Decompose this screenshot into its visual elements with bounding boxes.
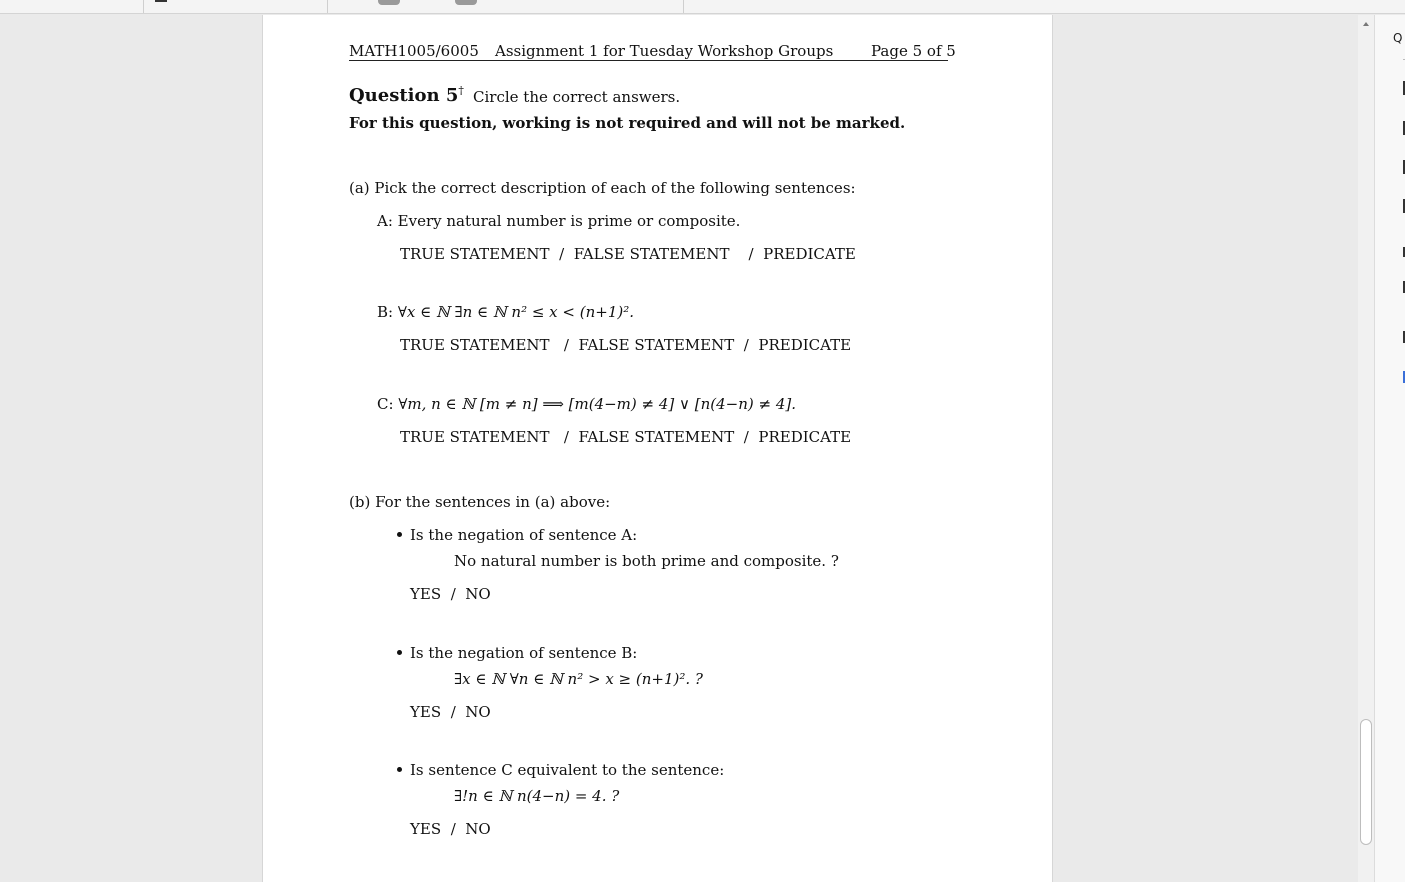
sentence-c [377, 395, 796, 413]
option-slash: / [450, 703, 456, 721]
item-question: Is sentence C equivalent to the sentence: [410, 761, 725, 779]
option-yes[interactable]: YES [410, 585, 442, 603]
toolbar-button-icon[interactable] [378, 0, 400, 5]
toolbar-button-icon[interactable] [455, 0, 477, 5]
vertical-scrollbar[interactable] [1358, 15, 1374, 882]
option-false[interactable]: FALSE STATEMENT [578, 336, 735, 354]
item-question: Is the negation of sentence B: [410, 644, 638, 662]
option-slash: / [559, 245, 565, 263]
option-predicate[interactable]: PREDICATE [758, 428, 852, 446]
option-slash: / [450, 820, 456, 838]
option-slash: / [450, 585, 456, 603]
part-a-intro: (a) Pick the correct description of each of the following sentences: [349, 179, 856, 197]
item-statement: No natural number is both prime and composite. ? [454, 552, 839, 570]
option-false[interactable]: FALSE STATEMENT [573, 245, 730, 263]
option-true[interactable]: TRUE STATEMENT [400, 428, 550, 446]
sentence-text: Every natural number is prime or composite. [397, 212, 741, 230]
header-rule [349, 60, 948, 61]
toolbar [0, 0, 1405, 14]
option-slash: / [743, 428, 749, 446]
toolbar-separator [143, 0, 144, 13]
question-note: For this question, working is not required and will not be marked. [349, 114, 906, 132]
bullet-icon [397, 532, 402, 537]
list-item-b3 [397, 761, 724, 779]
header-assignment: Assignment 1 for Tuesday Workshop Groups [495, 42, 834, 60]
sentence-b [377, 303, 634, 321]
scroll-up-icon[interactable] [1363, 22, 1369, 26]
option-yes[interactable]: YES [410, 820, 442, 838]
option-no[interactable]: NO [465, 820, 491, 838]
document-viewer[interactable] [0, 15, 1358, 882]
item-question: Is the negation of sentence A: [410, 526, 638, 544]
header-page-number: Page 5 of 5 [871, 42, 956, 60]
side-panel-label: Q [1393, 31, 1403, 45]
toolbar-separator [327, 0, 328, 13]
bullet-icon [397, 767, 402, 772]
header-course: MATH1005/6005 [349, 42, 479, 60]
toolbar-separator [683, 0, 684, 13]
dagger-mark: † [458, 84, 464, 97]
yes-no-b3 [410, 820, 491, 838]
option-predicate[interactable]: PREDICATE [763, 245, 856, 263]
sentence-label: A: [377, 212, 393, 230]
option-true[interactable]: TRUE STATEMENT [400, 336, 550, 354]
minimize-icon[interactable] [155, 0, 167, 2]
sentence-text: ∀x ∈ ℕ ∃n ∈ ℕ n² ≤ x < (n+1)². [397, 303, 635, 321]
side-panel [1374, 15, 1405, 882]
options-c [400, 428, 851, 446]
options-a [400, 245, 856, 263]
option-slash: / [563, 336, 569, 354]
question-title [349, 84, 464, 106]
list-item-b1 [397, 526, 637, 544]
scrollbar-thumb[interactable] [1360, 719, 1372, 845]
question-instruction: Circle the correct answers. [473, 88, 681, 106]
option-yes[interactable]: YES [410, 703, 442, 721]
option-slash: / [743, 336, 749, 354]
sentence-text: ∀m, n ∈ ℕ [m ≠ n] ⟹ [m(4−m) ≠ 4] ∨ [n(4−n) ≠ 4]. [398, 395, 797, 413]
option-predicate[interactable]: PREDICATE [758, 336, 852, 354]
pdf-page [262, 15, 1053, 882]
question-title-text: Question 5 [349, 85, 459, 106]
yes-no-b2 [410, 703, 491, 721]
option-no[interactable]: NO [465, 703, 491, 721]
bullet-icon [397, 650, 402, 655]
option-slash: / [563, 428, 569, 446]
option-slash: / [748, 245, 754, 263]
options-b [400, 336, 851, 354]
option-false[interactable]: FALSE STATEMENT [578, 428, 735, 446]
part-b-intro: (b) For the sentences in (a) above: [349, 493, 611, 511]
sentence-label: B: [377, 303, 394, 321]
yes-no-b1 [410, 585, 491, 603]
item-statement: ∃!n ∈ ℕ n(4−n) = 4. ? [454, 787, 620, 805]
sentence-a [377, 212, 740, 230]
item-statement: ∃x ∈ ℕ ∀n ∈ ℕ n² > x ≥ (n+1)². ? [454, 670, 703, 688]
option-no[interactable]: NO [465, 585, 491, 603]
sentence-label: C: [377, 395, 394, 413]
option-true[interactable]: TRUE STATEMENT [400, 245, 550, 263]
list-item-b2 [397, 644, 637, 662]
